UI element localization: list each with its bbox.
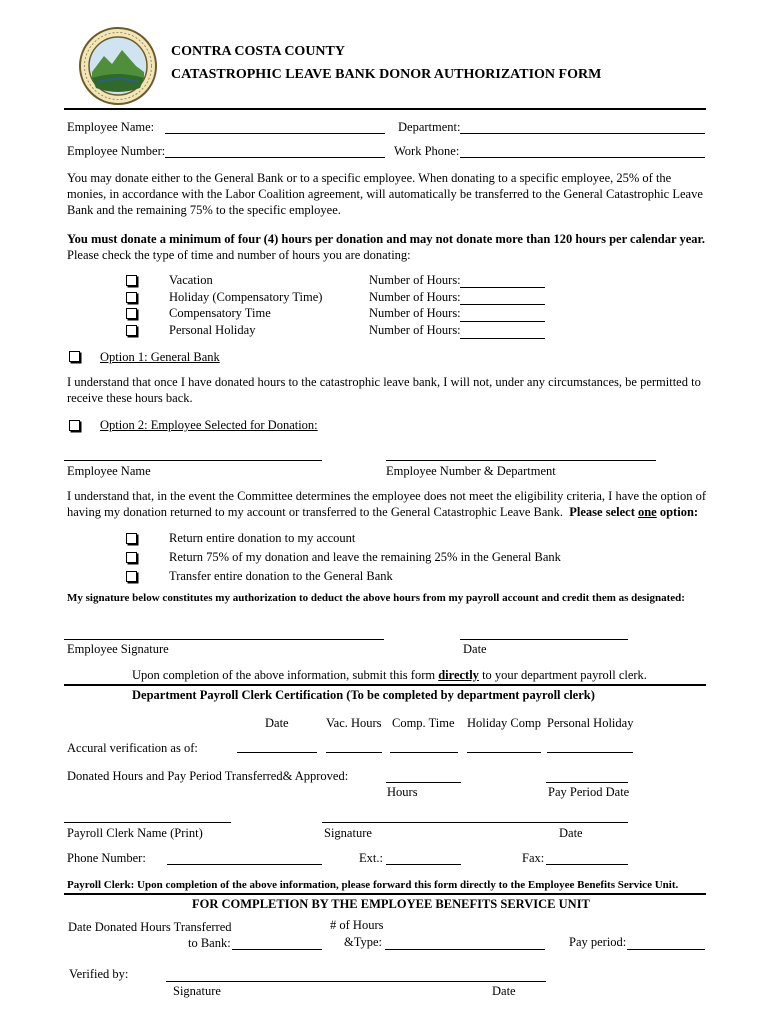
option2-text: [67, 488, 707, 520]
selected-employee-number-field[interactable]: [386, 460, 656, 461]
department-field[interactable]: [460, 133, 705, 134]
option2-label: Option 2: Employee Selected for Donation:: [100, 418, 318, 432]
employee-date-label: Date: [463, 642, 487, 656]
selected-employee-name-label: Employee Name: [67, 464, 151, 478]
date-transferred-label-1: Date Donated Hours Transferred: [68, 920, 232, 934]
clerk-signature-field[interactable]: [322, 822, 628, 823]
date-transferred-label-2: to Bank:: [188, 936, 231, 950]
selected-employee-number-label: Employee Number & Department: [386, 464, 556, 478]
submit-note-emphasis: directly: [438, 668, 479, 682]
option1-text: I understand that once I have donated hours to the catastrophic leave bank, I will not, under any circumstances, be permitted to receive these hours back.: [67, 375, 701, 405]
pay-period-label: Pay period:: [569, 935, 627, 949]
select-prefix: Please select: [569, 505, 638, 519]
benefits-divider: [64, 893, 706, 895]
submit-note: [132, 668, 647, 683]
clerk-name-field[interactable]: [64, 822, 231, 823]
accrual-holiday-field[interactable]: [467, 752, 541, 753]
benefits-unit-title: FOR COMPLETION BY THE EMPLOYEE BENEFITS SERVICE UNIT: [192, 897, 590, 911]
hours-label: Number of Hours:: [369, 290, 461, 304]
ext-field[interactable]: [386, 864, 461, 865]
county-name: CONTRA COSTA COUNTY: [171, 44, 345, 59]
accrual-vac-field[interactable]: [326, 752, 382, 753]
col-comp-time: Comp. Time: [392, 716, 455, 730]
employee-name-field[interactable]: [165, 133, 385, 134]
return-75-checkbox[interactable]: [126, 552, 137, 563]
hours-label: Number of Hours:: [369, 273, 461, 287]
header-divider: [64, 108, 706, 110]
option1-label: Option 1: General Bank: [100, 350, 220, 364]
employee-signature-label: Employee Signature: [67, 642, 169, 656]
employee-name-label: Employee Name:: [67, 120, 155, 134]
form-title: CATASTROPHIC LEAVE BANK DONOR AUTHORIZATION FORM: [171, 67, 602, 82]
forward-note: Payroll Clerk: Upon completion of the above information, please forward this form directly to the Employee Benefits Service Unit.: [67, 879, 679, 891]
fax-field[interactable]: [546, 864, 628, 865]
accrual-label: Accural verification as of:: [67, 741, 198, 755]
clerk-signature-label: Signature: [324, 826, 372, 840]
choice-label: Transfer entire donation to the General Bank: [169, 569, 393, 583]
option2-checkbox[interactable]: [69, 420, 80, 431]
accrual-personal-field[interactable]: [547, 752, 633, 753]
clerk-name-label: Payroll Clerk Name (Print): [67, 826, 203, 840]
minimum-donation-rule: You must donate a minimum of four (4) hours per donation and may not donate more than 120 hours per calendar year.: [67, 232, 706, 246]
phone-label: Phone Number:: [67, 851, 146, 865]
employee-signature-field[interactable]: [64, 639, 384, 640]
employee-number-field[interactable]: [165, 157, 385, 158]
hours-type-label-2: &Type:: [344, 935, 383, 949]
donated-hours-field[interactable]: [386, 782, 461, 783]
submit-note-pre: Upon completion of the above information, submit this form: [132, 668, 439, 682]
col-holiday-comp: Holiday Comp: [467, 716, 541, 730]
option1-checkbox[interactable]: [69, 351, 80, 362]
payroll-cert-title: Department Payroll Clerk Certification (To be completed by department payroll clerk): [132, 688, 595, 702]
holiday-comp-checkbox[interactable]: [126, 292, 137, 303]
ext-label: Ext.:: [359, 851, 383, 865]
leave-type-label: Compensatory Time: [169, 306, 271, 320]
vacation-hours-field[interactable]: [460, 287, 545, 288]
intro-paragraph: You may donate either to the General Bank or to a specific employee. When donating to a specific employee, 25% of the monies, in accordance with the Labor Coalition agreement, will automatically be transferred to the General Catastrophic Leave Bank and the remaining 75% to the specific employee.: [67, 171, 703, 217]
department-label: Department:: [398, 120, 461, 134]
submit-note-post: to your department payroll clerk.: [478, 668, 647, 682]
pay-period-date-caption: Pay Period Date: [548, 785, 630, 799]
phone-field[interactable]: [167, 864, 322, 865]
col-date: Date: [265, 716, 289, 730]
col-vac-hours: Vac. Hours: [326, 716, 382, 730]
col-personal-holiday: Personal Holiday: [547, 716, 634, 730]
vacation-checkbox[interactable]: [126, 275, 137, 286]
choice-label: Return 75% of my donation and leave the remaining 25% in the General Bank: [169, 550, 561, 564]
accrual-date-field[interactable]: [237, 752, 317, 753]
verified-date-label: Date: [492, 984, 516, 998]
fax-label: Fax:: [522, 851, 545, 865]
selected-employee-name-field[interactable]: [64, 460, 322, 461]
clerk-date-label: Date: [559, 826, 583, 840]
leave-type-label: Vacation: [169, 273, 213, 287]
hours-type-field[interactable]: [385, 949, 545, 950]
employee-signature-date-field[interactable]: [460, 639, 628, 640]
work-phone-label: Work Phone:: [394, 144, 460, 158]
hours-label: Number of Hours:: [369, 306, 461, 320]
county-seal-logo: [78, 26, 158, 106]
holiday-comp-hours-field[interactable]: [460, 304, 545, 305]
choice-label: Return entire donation to my account: [169, 531, 356, 545]
accrual-comp-field[interactable]: [390, 752, 458, 753]
pay-period-date-field[interactable]: [546, 782, 628, 783]
date-transferred-field[interactable]: [232, 949, 322, 950]
hours-label: Number of Hours:: [369, 323, 461, 337]
authorization-statement: My signature below constitutes my authorization to deduct the above hours from my payroll account and credit them as designated:: [67, 592, 685, 604]
personal-holiday-hours-field[interactable]: [460, 338, 545, 339]
employee-number-label: Employee Number:: [67, 144, 166, 158]
hours-type-label-1: # of Hours: [330, 918, 384, 932]
option2-text-body: I understand that, in the event the Committee determines the employee does not meet the eligibility criteria, I have the option of having my donation returned to my account or transferred to the General Catastrophic Leave Bank.: [67, 489, 707, 519]
verified-by-field[interactable]: [166, 981, 546, 982]
verified-by-label: Verified by:: [69, 967, 129, 981]
leave-type-label: Personal Holiday: [169, 323, 256, 337]
transfer-entire-checkbox[interactable]: [126, 571, 137, 582]
select-one-emphasis: one: [637, 505, 657, 519]
payroll-divider: [64, 684, 706, 686]
comp-time-hours-field[interactable]: [460, 321, 545, 322]
hours-caption: Hours: [387, 785, 418, 799]
minimum-donation-note: Please check the type of time and number of hours you are donating:: [67, 248, 411, 262]
pay-period-field[interactable]: [627, 949, 705, 950]
comp-time-checkbox[interactable]: [126, 308, 137, 319]
select-suffix: option:: [656, 505, 699, 519]
return-entire-checkbox[interactable]: [126, 533, 137, 544]
donated-label: Donated Hours and Pay Period Transferred& Approved:: [67, 769, 349, 783]
verified-signature-label: Signature: [173, 984, 221, 998]
personal-holiday-checkbox[interactable]: [126, 325, 137, 336]
leave-type-label: Holiday (Compensatory Time): [169, 290, 323, 304]
work-phone-field[interactable]: [460, 157, 705, 158]
